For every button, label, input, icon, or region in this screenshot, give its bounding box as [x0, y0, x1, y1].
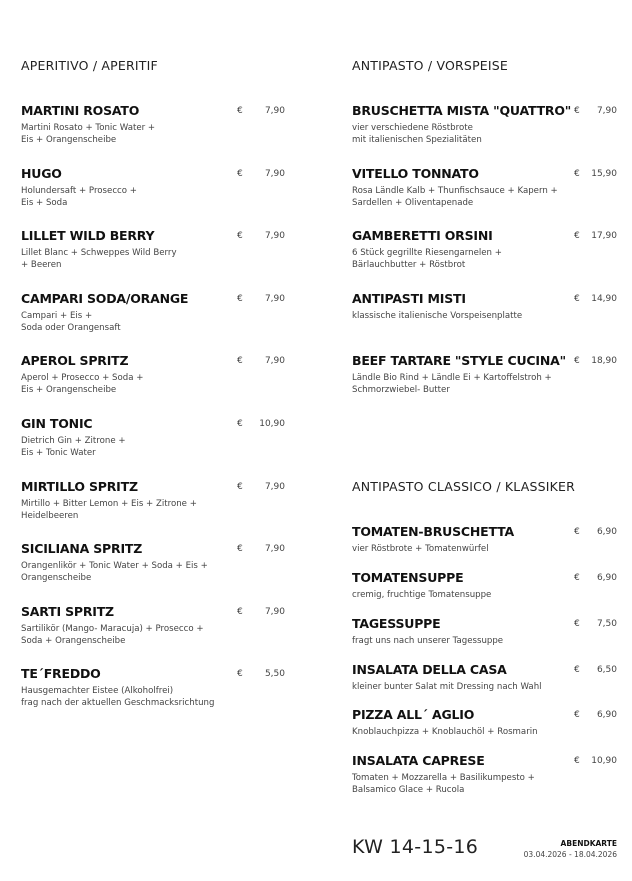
item-name: GAMBERETTI ORSINI: [352, 228, 493, 243]
calendar-week: KW 14-15-16: [352, 836, 479, 858]
item-description: [21, 623, 204, 647]
item-description: [352, 589, 491, 601]
item-description-line: vier Röstbrote + Tomatenwürfel: [352, 544, 489, 554]
item-name: MARTINI ROSATO: [21, 103, 140, 118]
item-description: [352, 681, 542, 693]
item-description-line: Eis + Soda: [21, 198, 68, 208]
item-description-line: + Beeren: [21, 260, 62, 270]
item-name: GIN TONIC: [21, 416, 93, 431]
item-description: [21, 310, 121, 334]
item-price: 6,90: [596, 573, 617, 583]
section-title-aperitivo: APERITIVO / APERITIF: [21, 58, 158, 73]
item-description-line: vier verschiedene Röstbrote: [352, 123, 473, 133]
item-price: 7,90: [596, 106, 617, 116]
item-description-line: Hausgemachter Eistee (Alkoholfrei): [21, 686, 174, 696]
item-price: 5,50: [264, 669, 285, 679]
item-description-line: klassische italienische Vorspeisenplatte: [352, 311, 523, 321]
item-name: PIZZA ALL´ AGLIO: [352, 707, 475, 722]
item-description: [352, 247, 502, 271]
item-description-line: Lillet Blanc + Schweppes Wild Berry: [21, 248, 177, 258]
item-name: SARTI SPRITZ: [21, 604, 114, 619]
item-description: [21, 560, 208, 584]
item-description: [21, 498, 197, 522]
item-description-line: Sartilikör (Mango- Maracuja) + Prosecco +: [21, 624, 204, 634]
item-name: TE´FREDDO: [21, 666, 101, 681]
currency-symbol: €: [574, 294, 580, 304]
item-price: 6,90: [596, 710, 617, 720]
item-description: [21, 685, 214, 709]
item-price: 7,90: [264, 294, 285, 304]
item-description-line: Dietrich Gin + Zitrone +: [21, 436, 126, 446]
item-description-line: Eis + Orangenscheibe: [21, 385, 117, 395]
item-name: APEROL SPRITZ: [21, 353, 129, 368]
currency-symbol: €: [237, 482, 243, 492]
item-description-line: frag nach der aktuellen Geschmacksrichtung: [21, 698, 215, 708]
item-description-line: Knoblauchpizza + Knoblauchöl + Rosmarin: [352, 727, 538, 737]
item-description-line: Eis + Tonic Water: [21, 448, 96, 458]
item-description-line: fragt uns nach unserer Tagessuppe: [352, 636, 504, 646]
item-price: 7,90: [264, 482, 285, 492]
item-description-line: Martini Rosato + Tonic Water +: [21, 123, 156, 133]
currency-symbol: €: [237, 607, 243, 617]
item-price: 7,90: [264, 106, 285, 116]
currency-symbol: €: [574, 106, 580, 116]
item-description-line: Eis + Orangenscheibe: [21, 135, 117, 145]
item-description: [352, 122, 482, 146]
card-dates: 03.04.2026 - 18.04.2026: [523, 850, 617, 859]
item-description: [21, 122, 155, 146]
item-description: [21, 185, 137, 209]
item-name: TOMATEN-BRUSCHETTA: [352, 524, 514, 539]
item-description-line: Orangenlikör + Tonic Water + Soda + Eis +: [21, 561, 208, 571]
currency-symbol: €: [237, 669, 243, 679]
item-description-line: Bärlauchbutter + Röstbrot: [352, 260, 466, 270]
item-description: [352, 772, 535, 796]
currency-symbol: €: [574, 573, 580, 583]
item-description: [352, 543, 489, 555]
item-description: [21, 435, 126, 459]
item-description-line: mit italienischen Spezialitäten: [352, 135, 482, 145]
item-description-line: kleiner bunter Salat mit Dressing nach Wahl: [352, 682, 542, 692]
item-description-line: cremig, fruchtige Tomatensuppe: [352, 590, 492, 600]
item-name: ANTIPASTI MISTI: [352, 291, 466, 306]
item-description: [21, 372, 143, 396]
item-price: 7,90: [264, 356, 285, 366]
item-price: 7,90: [264, 169, 285, 179]
currency-symbol: €: [574, 527, 580, 537]
item-description-line: Mirtillo + Bitter Lemon + Eis + Zitrone +: [21, 499, 197, 509]
item-price: 7,90: [264, 544, 285, 554]
item-name: BRUSCHETTA MISTA "QUATTRO": [352, 103, 572, 118]
item-description-line: Aperol + Prosecco + Soda +: [21, 373, 144, 383]
item-description-line: Holundersaft + Prosecco +: [21, 186, 137, 196]
item-description: [352, 726, 538, 738]
item-price: 7,50: [596, 619, 617, 629]
currency-symbol: €: [237, 231, 243, 241]
item-name: BEEF TARTARE "STYLE CUCINA": [352, 353, 566, 368]
section-title-classico: ANTIPASTO CLASSICO / KLASSIKER: [352, 479, 576, 494]
item-description-line: Orangenscheibe: [21, 573, 92, 583]
item-description-line: Campari + Eis +: [21, 311, 93, 321]
item-description: [352, 185, 558, 209]
card-label: ABENDKARTE: [560, 839, 617, 848]
currency-symbol: €: [237, 106, 243, 116]
item-description-line: Tomaten + Mozzarella + Basilikumpesto +: [352, 773, 535, 783]
item-price: 18,90: [591, 356, 617, 366]
item-description-line: Ländle Bio Rind + Ländle Ei + Kartoffelstroh +: [352, 373, 552, 383]
item-description-line: Heidelbeeren: [21, 511, 79, 521]
item-price: 6,50: [596, 665, 617, 675]
item-name: INSALATA DELLA CASA: [352, 662, 507, 677]
item-description: [352, 310, 522, 322]
item-price: 7,90: [264, 607, 285, 617]
item-description-line: Schmorzwiebel- Butter: [352, 385, 450, 395]
item-name: CAMPARI SODA/ORANGE: [21, 291, 189, 306]
item-name: VITELLO TONNATO: [352, 166, 479, 181]
currency-symbol: €: [574, 169, 580, 179]
item-description-line: Soda oder Orangensaft: [21, 323, 121, 333]
currency-symbol: €: [574, 756, 580, 766]
currency-symbol: €: [574, 356, 580, 366]
item-price: 10,90: [591, 756, 617, 766]
currency-symbol: €: [237, 294, 243, 304]
currency-symbol: €: [237, 356, 243, 366]
item-price: 17,90: [591, 231, 617, 241]
currency-symbol: €: [574, 619, 580, 629]
currency-symbol: €: [237, 169, 243, 179]
item-price: 7,90: [264, 231, 285, 241]
item-description-line: Sardellen + Oliventapenade: [352, 198, 474, 208]
item-description-line: 6 Stück gegrillte Riesengarnelen +: [352, 248, 502, 258]
item-description: [352, 372, 552, 396]
currency-symbol: €: [574, 710, 580, 720]
item-name: TOMATENSUPPE: [352, 570, 464, 585]
item-description-line: Rosa Ländle Kalb + Thunfischsauce + Kapern +: [352, 186, 558, 196]
item-name: TAGESSUPPE: [352, 616, 441, 631]
item-description-line: Balsamico Glace + Rucola: [352, 785, 465, 795]
item-price: 15,90: [591, 169, 617, 179]
currency-symbol: €: [574, 231, 580, 241]
section-title-antipasto: ANTIPASTO / VORSPEISE: [352, 58, 509, 73]
item-description: [352, 635, 503, 647]
item-price: 6,90: [596, 527, 617, 537]
currency-symbol: €: [237, 419, 243, 429]
item-name: LILLET WILD BERRY: [21, 228, 155, 243]
item-name: MIRTILLO SPRITZ: [21, 479, 138, 494]
item-name: SICILIANA SPRITZ: [21, 541, 143, 556]
currency-symbol: €: [237, 544, 243, 554]
item-price: 14,90: [591, 294, 617, 304]
item-name: INSALATA CAPRESE: [352, 753, 485, 768]
currency-symbol: €: [574, 665, 580, 675]
item-name: HUGO: [21, 166, 62, 181]
item-description: [21, 247, 177, 271]
item-price: 10,90: [259, 419, 285, 429]
item-description-line: Soda + Orangenscheibe: [21, 636, 126, 646]
